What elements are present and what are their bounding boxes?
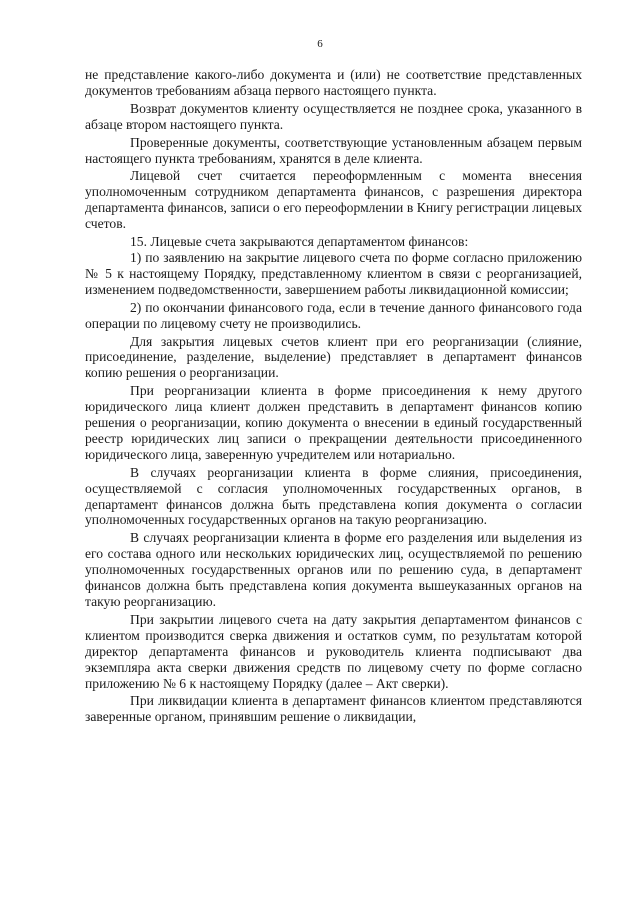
paragraph-liquidation: При ликвидации клиента в департамент финансов клиентом представляются заверенные органом, принявшим решение о ликвидации, xyxy=(85,693,582,725)
paragraph-closing-on-reorganization: Для закрытия лицевых счетов клиент при его реорганизации (слияние, присоединение, разделение, выделение) представляет в департамент финансов копию решения о реорганизации. xyxy=(85,333,582,381)
paragraph-item-15-1: 1) по заявлению на закрытие лицевого счета по форме согласно приложению № 5 к настоящему Порядку, представленному клиентом в связи с реорганизацией, изменением подведомственности, завершением работы ликвидационной комиссии; xyxy=(85,249,582,297)
paragraph-item-15-2: 2) по окончании финансового года, если в течение данного финансового года операции по лицевому счету не производились. xyxy=(85,299,582,331)
paragraph-continuation: не представление какого-либо документа и (или) не соответствие представленных документов требованиям абзаца первого настоящего пункта. xyxy=(85,67,582,98)
page-number: 6 xyxy=(317,38,323,50)
paragraph-return-of-documents: Возврат документов клиенту осуществляется не позднее срока, указанного в абзаце втором настоящего пункта. xyxy=(85,100,582,132)
paragraph-merger-consent: В случаях реорганизации клиента в форме слияния, присоединения, осуществляемой с согласия уполномоченных государственных органов, в департамент финансов должна быть представлена копия документа о согласии уполномоченных государственных органов на такую реорганизацию. xyxy=(85,464,582,528)
paragraph-division-separation: В случаях реорганизации клиента в форме его разделения или выделения из его состава одного или нескольких юридических лиц, осуществляемой по решению уполномоченных государственных органов или по решению суда, в департамент финансов должна быть представлена копия документа вышеуказанных органов на такую реорганизацию. xyxy=(85,530,582,609)
document-text xyxy=(85,67,582,725)
paragraph-item-15: 15. Лицевые счета закрываются департаментом финансов: xyxy=(130,234,469,250)
paragraph-verified-documents: Проверенные документы, соответствующие установленным абзацем первым настоящего пункта требованиям, хранятся в деле клиента. xyxy=(85,134,582,166)
paragraph-account-reissued: Лицевой счет считается переоформленным с момента внесения уполномоченным сотрудником департамента финансов, с разрешения директора департамента финансов, записи о его переоформлении в Книгу регистрации лицевых счетов. xyxy=(85,168,582,232)
paragraph-reconciliation-act: При закрытии лицевого счета на дату закрытия департаментом финансов с клиентом производится сверка движения и остатков сумм, по результатам которой директор департамента финансов и руководитель клиента подписывают два экземпляра акта сверки движения средств по лицевому счету по форме согласно приложению № 6 к настоящему Порядку (далее – Акт сверки). xyxy=(85,611,582,691)
paragraph-merger-by-acquisition: При реорганизации клиента в форме присоединения к нему другого юридического лица клиент должен представить в департамент финансов копию решения о реорганизации, копию документа о внесении в единый государственный реестр юридических лиц записи о прекращении деятельности присоединенного юридического лица, заверенную учредителем или нотариально. xyxy=(85,383,582,462)
